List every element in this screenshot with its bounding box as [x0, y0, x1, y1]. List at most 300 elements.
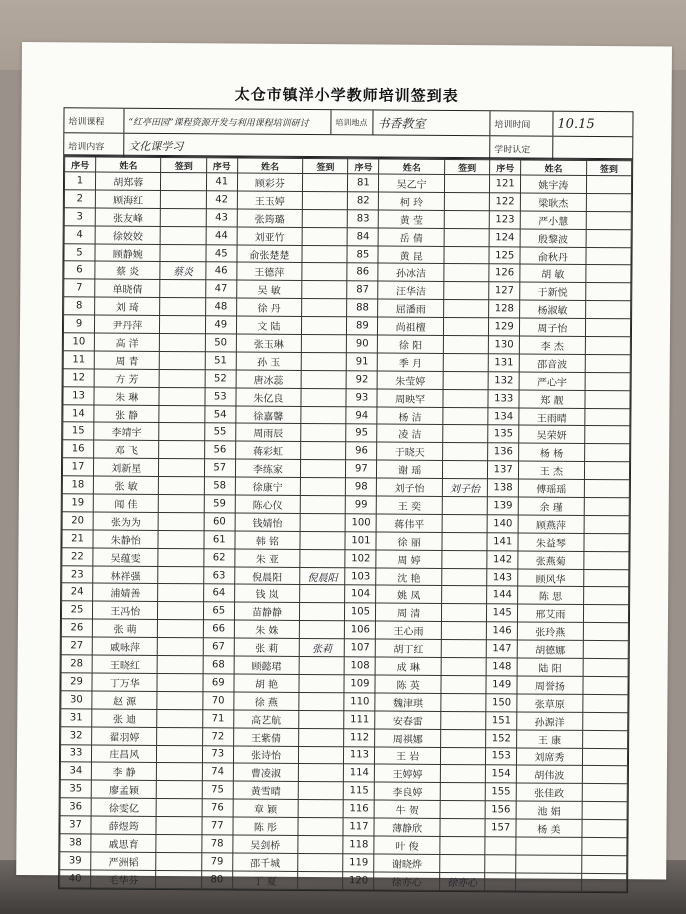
signature-cell[interactable] — [298, 853, 343, 871]
row-number: 37 — [60, 816, 91, 834]
row-number: 78 — [202, 835, 233, 853]
signature-cell[interactable] — [158, 566, 203, 584]
signature-cell[interactable] — [585, 265, 630, 283]
teacher-name: 俞秋丹 — [520, 247, 586, 265]
signature-cell[interactable] — [160, 351, 205, 369]
signature-cell[interactable] — [157, 673, 202, 691]
signature-cell[interactable] — [585, 390, 630, 408]
row-number: 94 — [346, 406, 377, 424]
row-number: 131 — [488, 354, 519, 372]
signature-cell[interactable] — [299, 728, 344, 746]
row-number: 6 — [64, 261, 95, 279]
signature-cell[interactable] — [156, 834, 201, 852]
signature-cell[interactable] — [441, 693, 486, 711]
teacher-name: 俞张楚楚 — [237, 245, 303, 263]
signature-cell[interactable] — [303, 191, 348, 209]
signature-cell[interactable] — [585, 301, 630, 319]
course-label: 培训课程 — [64, 108, 124, 132]
signature-cell[interactable] — [442, 496, 487, 514]
signature-cell[interactable] — [299, 746, 344, 764]
signature-cell[interactable] — [302, 227, 347, 245]
header-num: 序号 — [65, 157, 96, 172]
row-number: 39 — [60, 852, 91, 870]
row-number: 148 — [486, 658, 517, 676]
signature-cell[interactable] — [582, 802, 627, 820]
signature-cell[interactable] — [583, 658, 628, 676]
teacher-name: 孙冰洁 — [378, 263, 444, 281]
teacher-name: 周子怡 — [520, 318, 586, 336]
signature-cell[interactable] — [441, 657, 486, 675]
row-number: 88 — [347, 299, 378, 317]
signature-cell[interactable] — [586, 247, 631, 265]
teacher-name: 张草原 — [517, 694, 583, 712]
signature-cell[interactable] — [440, 801, 485, 819]
signature-cell[interactable] — [586, 175, 631, 193]
teacher-name: 徐雯亿 — [91, 798, 157, 816]
signature-cell[interactable] — [583, 587, 628, 605]
row-number: 71 — [202, 709, 233, 727]
signature-cell[interactable] — [299, 674, 344, 692]
teacher-name: 赵 源 — [92, 691, 158, 709]
signature-cell[interactable] — [586, 229, 631, 247]
signature-cell[interactable] — [160, 280, 205, 298]
teacher-name: 黄 昆 — [378, 246, 444, 264]
signature-cell[interactable] — [440, 729, 485, 747]
signature-cell[interactable] — [439, 872, 484, 890]
teacher-name: 郑 靓 — [519, 390, 585, 408]
row-number: 136 — [488, 443, 519, 461]
signature-cell[interactable] — [444, 174, 489, 192]
signature-cell[interactable] — [581, 873, 626, 891]
signature-cell[interactable] — [160, 244, 205, 262]
header-sig: 签到 — [161, 157, 206, 172]
signature-cell[interactable] — [441, 586, 486, 604]
teacher-name: 吴乙宁 — [379, 174, 445, 192]
row-number: 69 — [203, 674, 234, 692]
teacher-name: 杨 杨 — [519, 443, 585, 461]
teacher-name: 黄雪晴 — [233, 781, 299, 799]
signature-cell[interactable] — [585, 283, 630, 301]
row-number: 130 — [488, 336, 519, 354]
signature-cell[interactable] — [157, 745, 202, 763]
teacher-name: 谢晓烨 — [374, 854, 440, 872]
row-number: 91 — [347, 353, 378, 371]
signature-cell[interactable] — [300, 603, 345, 621]
header-name: 姓名 — [237, 158, 303, 173]
row-number: 109 — [344, 675, 375, 693]
signature-cell[interactable] — [159, 512, 204, 530]
signature-cell[interactable] — [160, 333, 205, 351]
row-number: 111 — [344, 710, 375, 728]
teacher-name: 杨淑敏 — [520, 300, 586, 318]
signature-cell[interactable] — [158, 602, 203, 620]
row-number: 138 — [487, 479, 518, 497]
signature-cell[interactable] — [302, 317, 347, 335]
signature-cell[interactable] — [444, 282, 489, 300]
teacher-name: 徐 燕 — [234, 692, 300, 710]
signature-cell[interactable] — [301, 406, 346, 424]
signature-cell[interactable] — [158, 620, 203, 638]
row-number: 145 — [487, 604, 518, 622]
teacher-name: 王德萍 — [237, 262, 303, 280]
signature-cell[interactable] — [159, 441, 204, 459]
row-number: 5 — [64, 243, 95, 261]
teacher-name: 高艺航 — [233, 710, 299, 728]
signature-cell[interactable] — [298, 835, 343, 853]
signature-cell[interactable] — [298, 818, 343, 836]
signature-cell[interactable] — [582, 766, 627, 784]
signature-cell[interactable] — [581, 855, 626, 873]
signature-cell[interactable] — [443, 425, 488, 443]
teacher-name: 胡 艳 — [234, 674, 300, 692]
signature-cell[interactable] — [441, 640, 486, 658]
signature-cell[interactable] — [441, 622, 486, 640]
teacher-name: 王冯怡 — [92, 601, 158, 619]
row-number: 85 — [347, 245, 378, 263]
row-number: 1 — [64, 172, 95, 190]
teacher-name: 王心雨 — [376, 621, 442, 639]
row-number: 20 — [62, 512, 93, 530]
teacher-name: 曹凌淑 — [233, 763, 299, 781]
signature-cell[interactable] — [444, 192, 489, 210]
row-number: 103 — [345, 567, 376, 585]
signature-cell[interactable] — [160, 298, 205, 316]
signature-cell[interactable] — [584, 444, 629, 462]
signature-cell[interactable] — [303, 173, 348, 191]
signature-cell[interactable] — [441, 675, 486, 693]
signature-cell[interactable] — [584, 497, 629, 515]
signature-cell[interactable] — [299, 639, 344, 657]
teacher-name: 安春雷 — [375, 711, 441, 729]
teacher-name: 张 迪 — [92, 709, 158, 727]
signature-cell[interactable] — [442, 550, 487, 568]
teacher-name: 周祺娜 — [375, 729, 441, 747]
row-number: 45 — [206, 244, 237, 262]
teacher-name: 杨 美 — [516, 819, 582, 837]
signature-cell[interactable] — [444, 228, 489, 246]
signature-cell[interactable] — [583, 605, 628, 623]
teacher-name: 黄 莹 — [379, 210, 445, 228]
row-number: 67 — [203, 638, 234, 656]
attendance-grid — [59, 156, 632, 892]
signature-cell[interactable] — [440, 854, 485, 872]
teacher-name: 尹丹萍 — [94, 315, 160, 333]
signature-cell[interactable] — [157, 709, 202, 727]
row-number: 35 — [60, 780, 91, 798]
signature-cell[interactable] — [299, 764, 344, 782]
row-number: 62 — [204, 548, 235, 566]
signature-cell[interactable] — [298, 800, 343, 818]
signature-cell[interactable] — [581, 837, 626, 855]
signature-cell[interactable] — [300, 567, 345, 585]
signature-cell[interactable] — [159, 387, 204, 405]
signature-cell[interactable] — [440, 765, 485, 783]
row-number: 51 — [205, 352, 236, 370]
teacher-name: 顾静婉 — [95, 244, 161, 262]
signature-cell[interactable] — [302, 209, 347, 227]
teacher-name: 丁万华 — [92, 673, 158, 691]
signature-cell[interactable] — [583, 641, 628, 659]
signature-cell[interactable] — [302, 281, 347, 299]
signature-cell[interactable] — [441, 604, 486, 622]
row-number: 79 — [201, 853, 232, 871]
row-number: 19 — [62, 494, 93, 512]
teacher-name: 苗静静 — [234, 602, 300, 620]
signature-cell[interactable] — [301, 478, 346, 496]
row-number: 127 — [489, 282, 520, 300]
row-number: 49 — [205, 316, 236, 334]
row-number: 47 — [205, 280, 236, 298]
row-number: 84 — [348, 227, 379, 245]
teacher-name: 周 清 — [376, 603, 442, 621]
signature-cell[interactable] — [300, 621, 345, 639]
signature-cell[interactable] — [302, 263, 347, 281]
signature-cell[interactable] — [584, 533, 629, 551]
row-number: 70 — [203, 692, 234, 710]
signature-cell[interactable] — [301, 460, 346, 478]
signature-cell[interactable] — [161, 208, 206, 226]
signature-cell[interactable] — [583, 569, 628, 587]
row-number: 72 — [202, 727, 233, 745]
signature-cell[interactable] — [441, 711, 486, 729]
signature-cell[interactable] — [301, 388, 346, 406]
signature-cell[interactable] — [584, 480, 629, 498]
teacher-name: 吴剑桥 — [233, 835, 299, 853]
signature-cell[interactable] — [156, 870, 201, 888]
signature-cell[interactable] — [582, 748, 627, 766]
signature-cell[interactable] — [584, 462, 629, 480]
signature-cell[interactable] — [156, 852, 201, 870]
signature-cell[interactable] — [443, 389, 488, 407]
signature-cell[interactable] — [158, 530, 203, 548]
row-number: 7 — [64, 279, 95, 297]
signature-cell[interactable] — [161, 226, 206, 244]
teacher-name: 姚宇涛 — [521, 175, 587, 193]
signature-cell[interactable] — [440, 747, 485, 765]
signature-cell[interactable] — [582, 819, 627, 837]
row-number: 66 — [203, 620, 234, 638]
row-number: 110 — [344, 693, 375, 711]
teacher-name: 柯 玲 — [379, 192, 445, 210]
row-number: 81 — [348, 174, 379, 192]
row-number: 123 — [489, 211, 520, 229]
signature-cell[interactable] — [583, 676, 628, 694]
signature-cell[interactable] — [444, 264, 489, 282]
signature-cell[interactable] — [301, 370, 346, 388]
row-number: 9 — [63, 315, 94, 333]
signature-cell[interactable] — [584, 515, 629, 533]
teacher-name: 季 月 — [378, 353, 444, 371]
signature-cell[interactable] — [444, 246, 489, 264]
row-number: 140 — [487, 515, 518, 533]
row-number: 90 — [347, 335, 378, 353]
signature-cell[interactable] — [300, 495, 345, 513]
row-number: 151 — [486, 711, 517, 729]
signature-cell[interactable] — [158, 656, 203, 674]
teacher-name: 张燕菊 — [518, 551, 584, 569]
signature-cell[interactable] — [159, 405, 204, 423]
signature-cell[interactable] — [443, 407, 488, 425]
signature-cell[interactable] — [585, 336, 630, 354]
signature-cell[interactable] — [585, 354, 630, 372]
teacher-name: 李良婷 — [375, 782, 441, 800]
signature-cell[interactable] — [440, 836, 485, 854]
signature-cell[interactable] — [160, 316, 205, 334]
teacher-name: 沈 艳 — [376, 568, 442, 586]
signature-cell[interactable] — [444, 210, 489, 228]
signature-cell[interactable] — [160, 262, 205, 280]
teacher-name: 刘新星 — [93, 458, 159, 476]
teacher-name: 梁耿杰 — [520, 193, 586, 211]
signature-cell[interactable] — [584, 426, 629, 444]
row-number: 27 — [61, 637, 92, 655]
signature-cell[interactable] — [298, 871, 343, 889]
row-number: 63 — [203, 566, 234, 584]
teacher-name — [516, 837, 582, 855]
teacher-name: 余 瑾 — [518, 497, 584, 515]
teacher-name: 徐 阳 — [378, 335, 444, 353]
signature-cell[interactable] — [583, 551, 628, 569]
teacher-name: 章 颖 — [233, 799, 299, 817]
signature-cell[interactable] — [440, 783, 485, 801]
teacher-name: 张 静 — [94, 405, 160, 423]
teacher-name: 刘子怡 — [377, 478, 443, 496]
signature-cell[interactable] — [161, 190, 206, 208]
signature-cell[interactable] — [159, 494, 204, 512]
signature-cell[interactable] — [161, 172, 206, 190]
signature-cell[interactable] — [157, 727, 202, 745]
teacher-name: 朱莹婷 — [377, 371, 443, 389]
signature-cell[interactable] — [302, 334, 347, 352]
row-number: 10 — [63, 333, 94, 351]
signature-cell[interactable] — [582, 694, 627, 712]
row-number: 96 — [346, 442, 377, 460]
signature-cell[interactable] — [582, 712, 627, 730]
teacher-name: 顾海红 — [95, 190, 161, 208]
signature-cell[interactable] — [156, 817, 201, 835]
signature-cell[interactable] — [442, 443, 487, 461]
row-number: 36 — [60, 798, 91, 816]
attendance-table — [58, 155, 633, 893]
row-number: 24 — [62, 583, 93, 601]
signature-cell[interactable] — [585, 319, 630, 337]
signature-cell[interactable] — [302, 299, 347, 317]
row-number: 133 — [488, 389, 519, 407]
teacher-name: 张友峰 — [95, 208, 161, 226]
teacher-name: 严心宇 — [519, 372, 585, 390]
signature-cell[interactable] — [159, 459, 204, 477]
teacher-name: 方 芳 — [94, 369, 160, 387]
signature-cell[interactable] — [301, 442, 346, 460]
training-info-box — [63, 107, 633, 159]
row-number: 155 — [485, 783, 516, 801]
signature-cell[interactable] — [157, 799, 202, 817]
teacher-name: 吴荣妍 — [519, 425, 585, 443]
teacher-name: 戚咏萍 — [92, 637, 158, 655]
signature-cell[interactable] — [442, 568, 487, 586]
signature-cell[interactable] — [442, 532, 487, 550]
signature-cell[interactable] — [442, 479, 487, 497]
signature-cell[interactable] — [443, 353, 488, 371]
teacher-name: 张佳政 — [516, 783, 582, 801]
row-number: 23 — [62, 565, 93, 583]
signature-cell[interactable] — [158, 638, 203, 656]
row-number: 92 — [347, 371, 378, 389]
signature-cell[interactable] — [586, 193, 631, 211]
row-number: 73 — [202, 745, 233, 763]
row-number: 40 — [60, 870, 91, 888]
teacher-name: 傅瑶瑶 — [518, 479, 584, 497]
teacher-name: 单晓倩 — [95, 279, 161, 297]
teacher-name: 顾燕萍 — [518, 515, 584, 533]
teacher-name: 胡伟波 — [516, 765, 582, 783]
row-number: 101 — [345, 532, 376, 550]
row-number: 2 — [64, 190, 95, 208]
signature-cell[interactable] — [299, 656, 344, 674]
header-sig: 签到 — [444, 159, 489, 174]
signature-cell[interactable] — [299, 692, 344, 710]
teacher-name: 王 奕 — [377, 496, 443, 514]
signature-cell[interactable] — [159, 423, 204, 441]
signature-cell[interactable] — [301, 352, 346, 370]
row-number: 53 — [205, 387, 236, 405]
signature-cell[interactable] — [301, 424, 346, 442]
signature-cell[interactable] — [585, 372, 630, 390]
handwritten-signature: 刘子怡 — [449, 484, 480, 496]
signature-cell[interactable] — [157, 781, 202, 799]
teacher-name: 陈 彤 — [233, 817, 299, 835]
row-number: 13 — [63, 386, 94, 404]
signature-cell[interactable] — [582, 730, 627, 748]
signature-cell[interactable] — [158, 548, 203, 566]
signature-cell[interactable] — [158, 584, 203, 602]
signature-cell[interactable] — [586, 211, 631, 229]
table-row — [60, 870, 627, 892]
signature-cell[interactable] — [302, 245, 347, 263]
signature-cell[interactable] — [300, 585, 345, 603]
signature-cell[interactable] — [443, 318, 488, 336]
signature-cell[interactable] — [583, 623, 628, 641]
signature-cell[interactable] — [298, 782, 343, 800]
signature-cell[interactable] — [157, 691, 202, 709]
signature-cell[interactable] — [157, 763, 202, 781]
row-number: 58 — [204, 477, 235, 495]
signature-cell[interactable] — [300, 549, 345, 567]
teacher-name: 王 岩 — [375, 746, 441, 764]
signature-cell[interactable] — [299, 710, 344, 728]
signature-cell[interactable] — [159, 477, 204, 495]
row-number: 116 — [344, 800, 375, 818]
signature-cell[interactable] — [440, 818, 485, 836]
row-number: 95 — [346, 424, 377, 442]
signature-cell[interactable] — [442, 514, 487, 532]
signature-cell[interactable] — [300, 531, 345, 549]
signature-cell[interactable] — [160, 369, 205, 387]
row-number: 26 — [61, 619, 92, 637]
teacher-name: 王晓红 — [92, 655, 158, 673]
row-number: 83 — [348, 210, 379, 228]
signature-cell[interactable] — [443, 300, 488, 318]
signature-cell[interactable] — [442, 461, 487, 479]
row-number: 15 — [63, 422, 94, 440]
signature-cell[interactable] — [443, 335, 488, 353]
signature-cell[interactable] — [582, 784, 627, 802]
row-number: 149 — [486, 676, 517, 694]
signature-cell[interactable] — [584, 408, 629, 426]
signature-cell[interactable] — [300, 513, 345, 531]
teacher-name: 朱益琴 — [518, 533, 584, 551]
signature-cell[interactable] — [443, 371, 488, 389]
